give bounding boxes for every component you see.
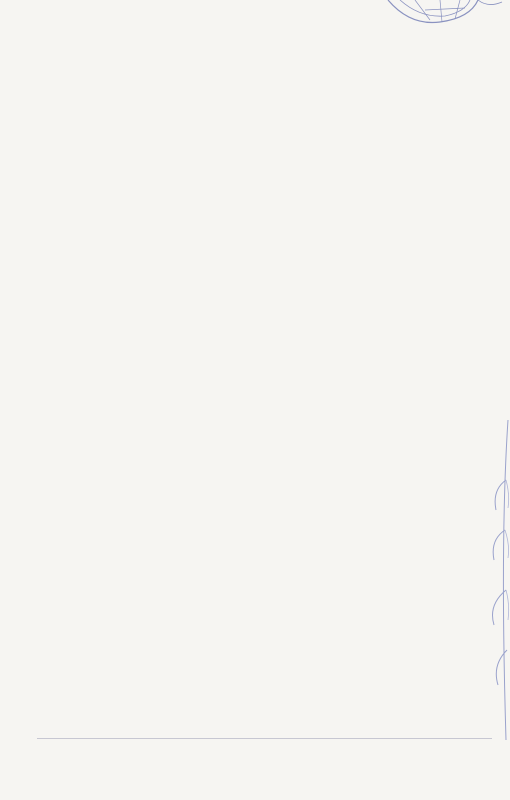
plant-illustration [470,420,510,740]
net-illustration [370,0,510,34]
footer-divider [37,738,492,739]
